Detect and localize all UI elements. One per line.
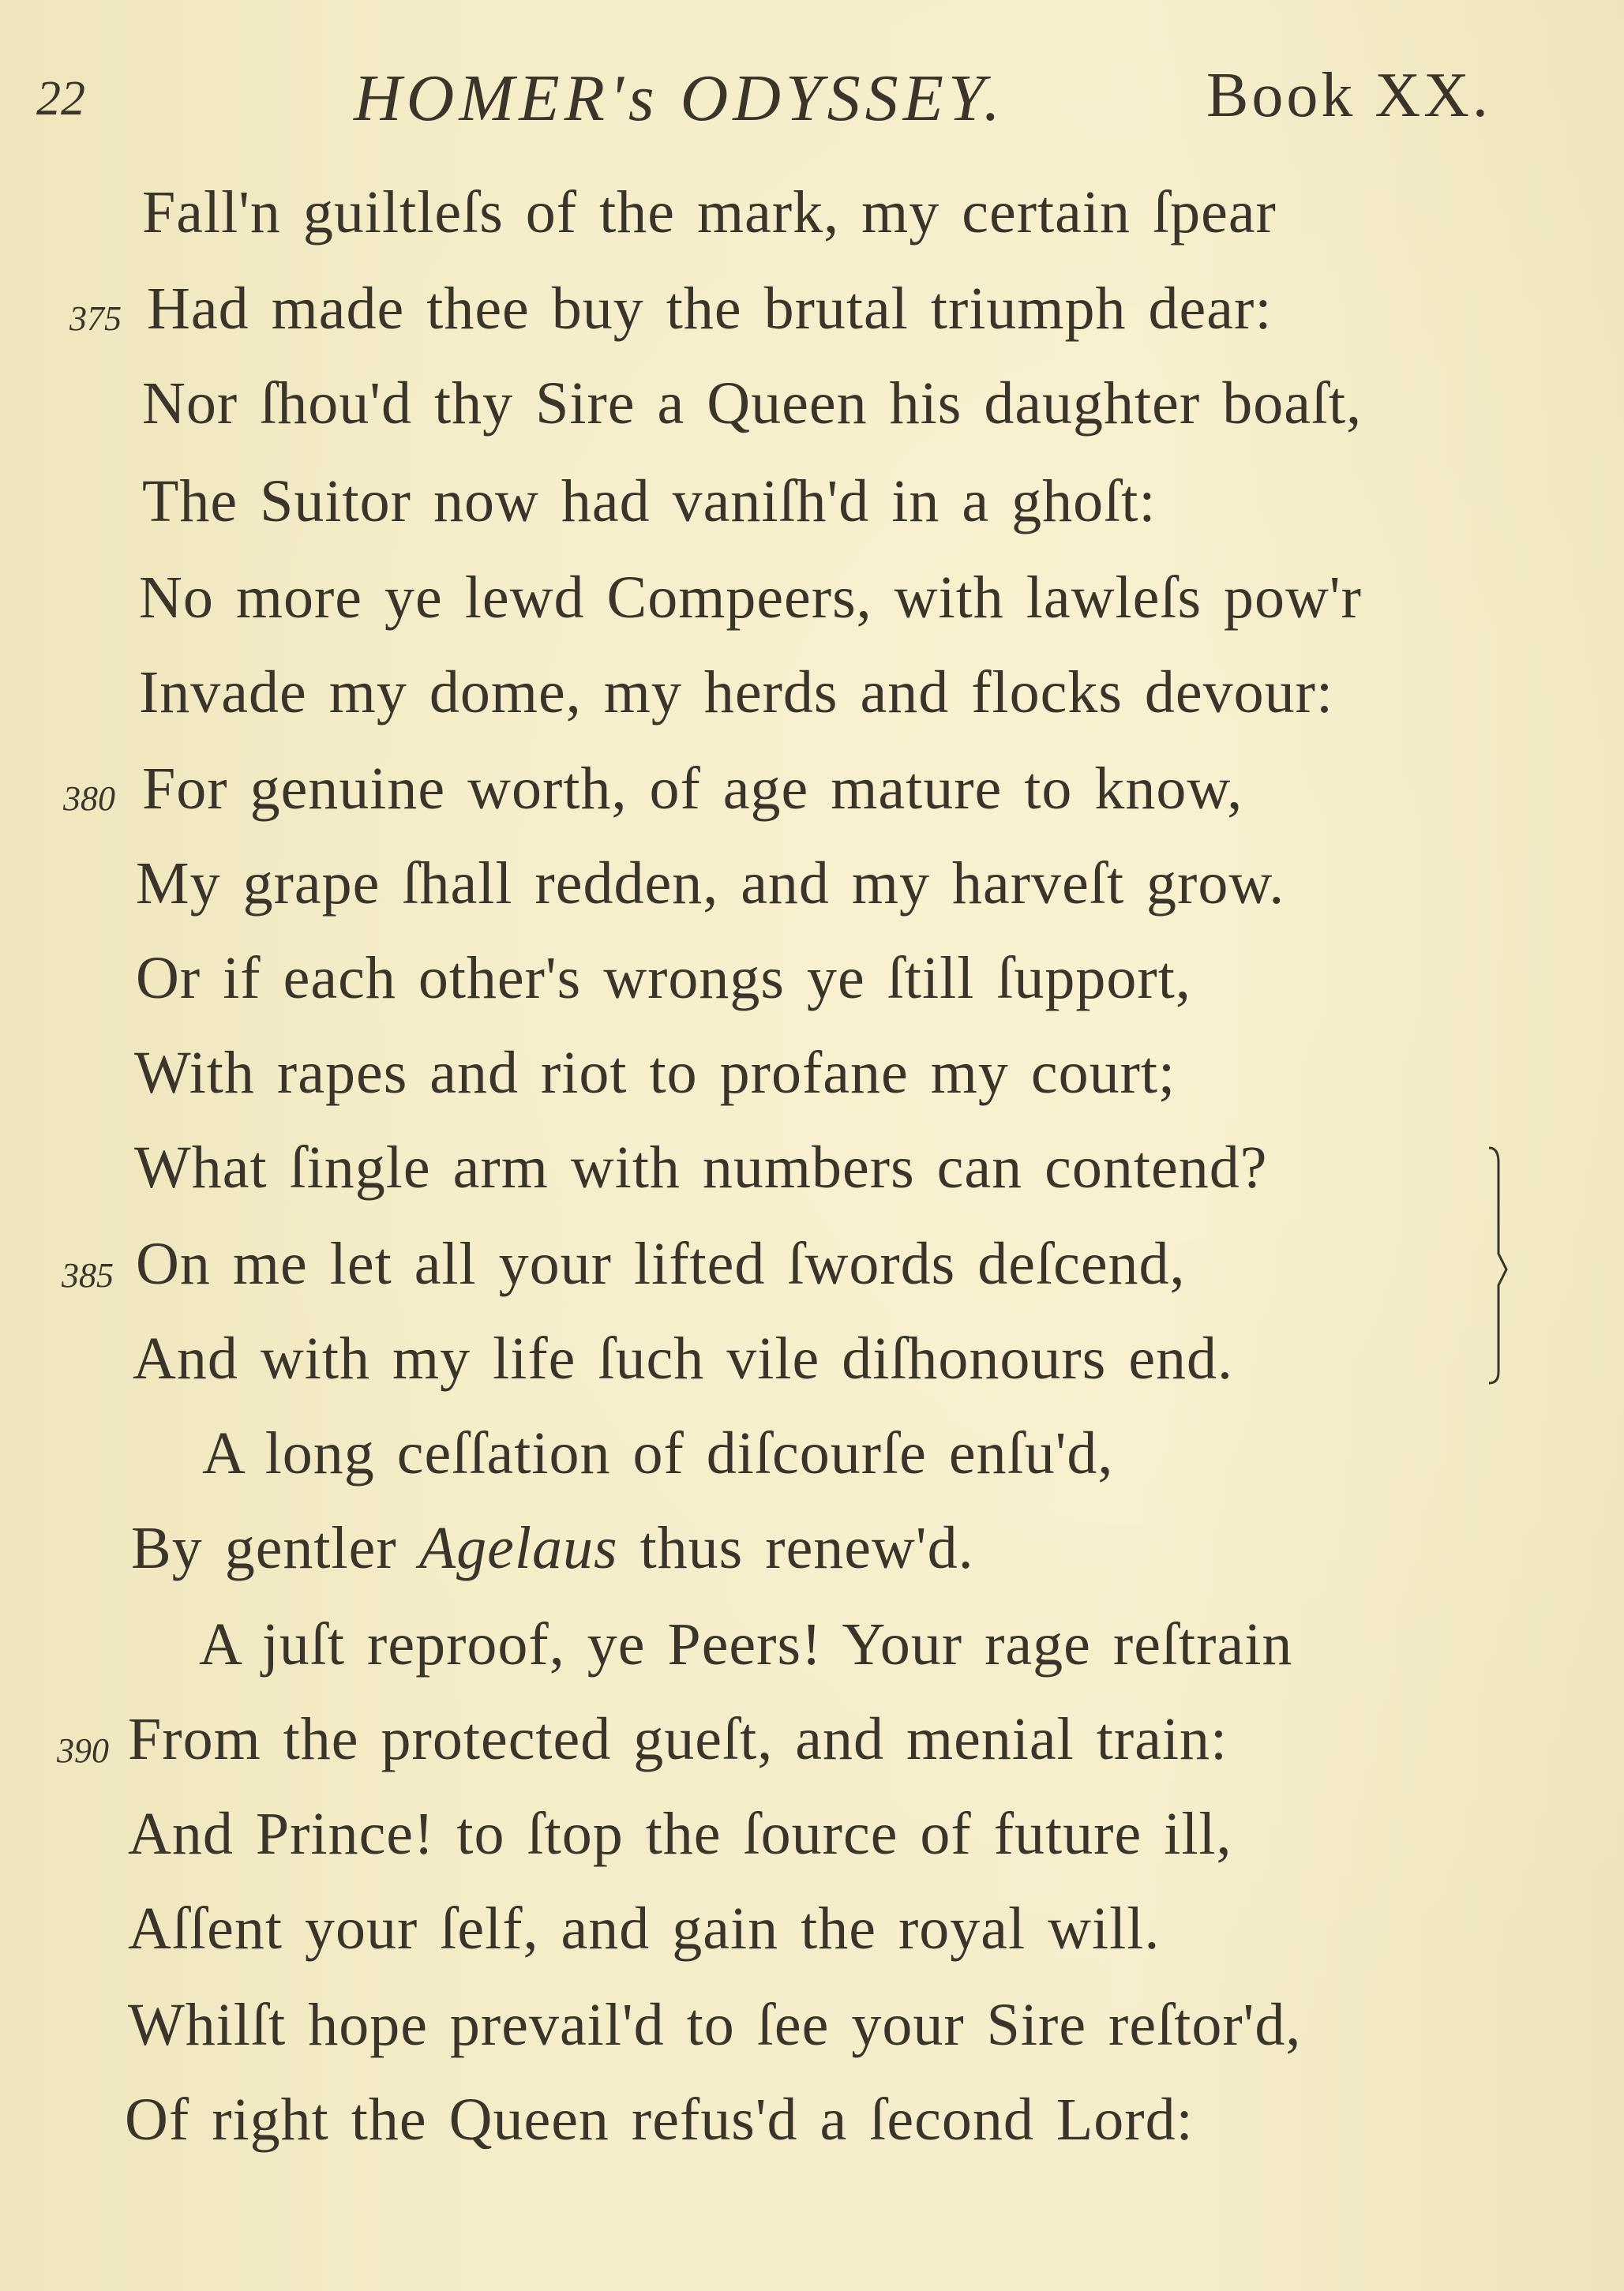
verse-line: Whilſt hope prevail'd to ſee your Sire reſtor'd,: [128, 1992, 1302, 2058]
triplet-brace: [1483, 1143, 1514, 1388]
verse-line: Aſſent your ſelf, and gain the royal will.: [128, 1895, 1161, 1962]
verse-line: Invade my dome, my herds and flocks devour:: [139, 659, 1334, 726]
page-number: 22: [36, 72, 85, 126]
line-number: 375: [69, 299, 122, 338]
verse-line: Nor ſhou'd thy Sire a Queen his daughter boaſt,: [142, 370, 1363, 437]
line-number: 390: [57, 1731, 109, 1770]
verse-line: My grape ſhall redden, and my harveſt grow.: [136, 850, 1285, 917]
line-number: 380: [63, 779, 115, 818]
verse-line: And with my life ſuch vile diſhonours end.: [133, 1325, 1234, 1392]
verse-line: On me let all your lifted ſwords deſcend,: [136, 1231, 1186, 1297]
line-number: 385: [62, 1256, 114, 1295]
verse-line: A juſt reproof, ye Peers! Your rage reſtrain: [199, 1611, 1293, 1678]
verse-line: For genuine worth, of age mature to know,: [142, 756, 1243, 822]
verse-text: thus renew'd.: [639, 1515, 974, 1581]
proper-name: Agelaus: [418, 1515, 618, 1581]
verse-line: And Prince! to ſtop the ſource of future ill,: [128, 1801, 1232, 1867]
running-title: HOMER's ODYSSEY.: [354, 62, 1005, 135]
verse-line: Of right the Queen refus'd a ſecond Lord:: [125, 2087, 1194, 2153]
verse-line: Or if each other's wrongs ye ſtill ſupport,: [136, 945, 1191, 1011]
verse-text: By gentler: [131, 1515, 397, 1581]
verse-line: The Suitor now had vaniſh'd in a ghoſt:: [142, 468, 1157, 534]
verse-line: With rapes and riot to profane my court;: [134, 1040, 1176, 1106]
verse-line: Had made thee buy the brutal triumph dear:: [147, 276, 1273, 342]
page-header: [0, 47, 1624, 134]
verse-line: A long ceſſation of diſcourſe enſu'd,: [202, 1420, 1114, 1487]
verse-line: What ſingle arm with numbers can contend?: [134, 1134, 1268, 1201]
verse-line: [131, 1514, 974, 1583]
verse-line: No more ye lewd Compeers, with lawleſs pow'r: [139, 564, 1362, 631]
book-label: Book XX.: [1206, 61, 1491, 130]
verse-line: From the protected gueſt, and menial train:: [128, 1706, 1228, 1772]
verse-line: Fall'n guiltleſs of the mark, my certain ſpear: [142, 179, 1277, 246]
